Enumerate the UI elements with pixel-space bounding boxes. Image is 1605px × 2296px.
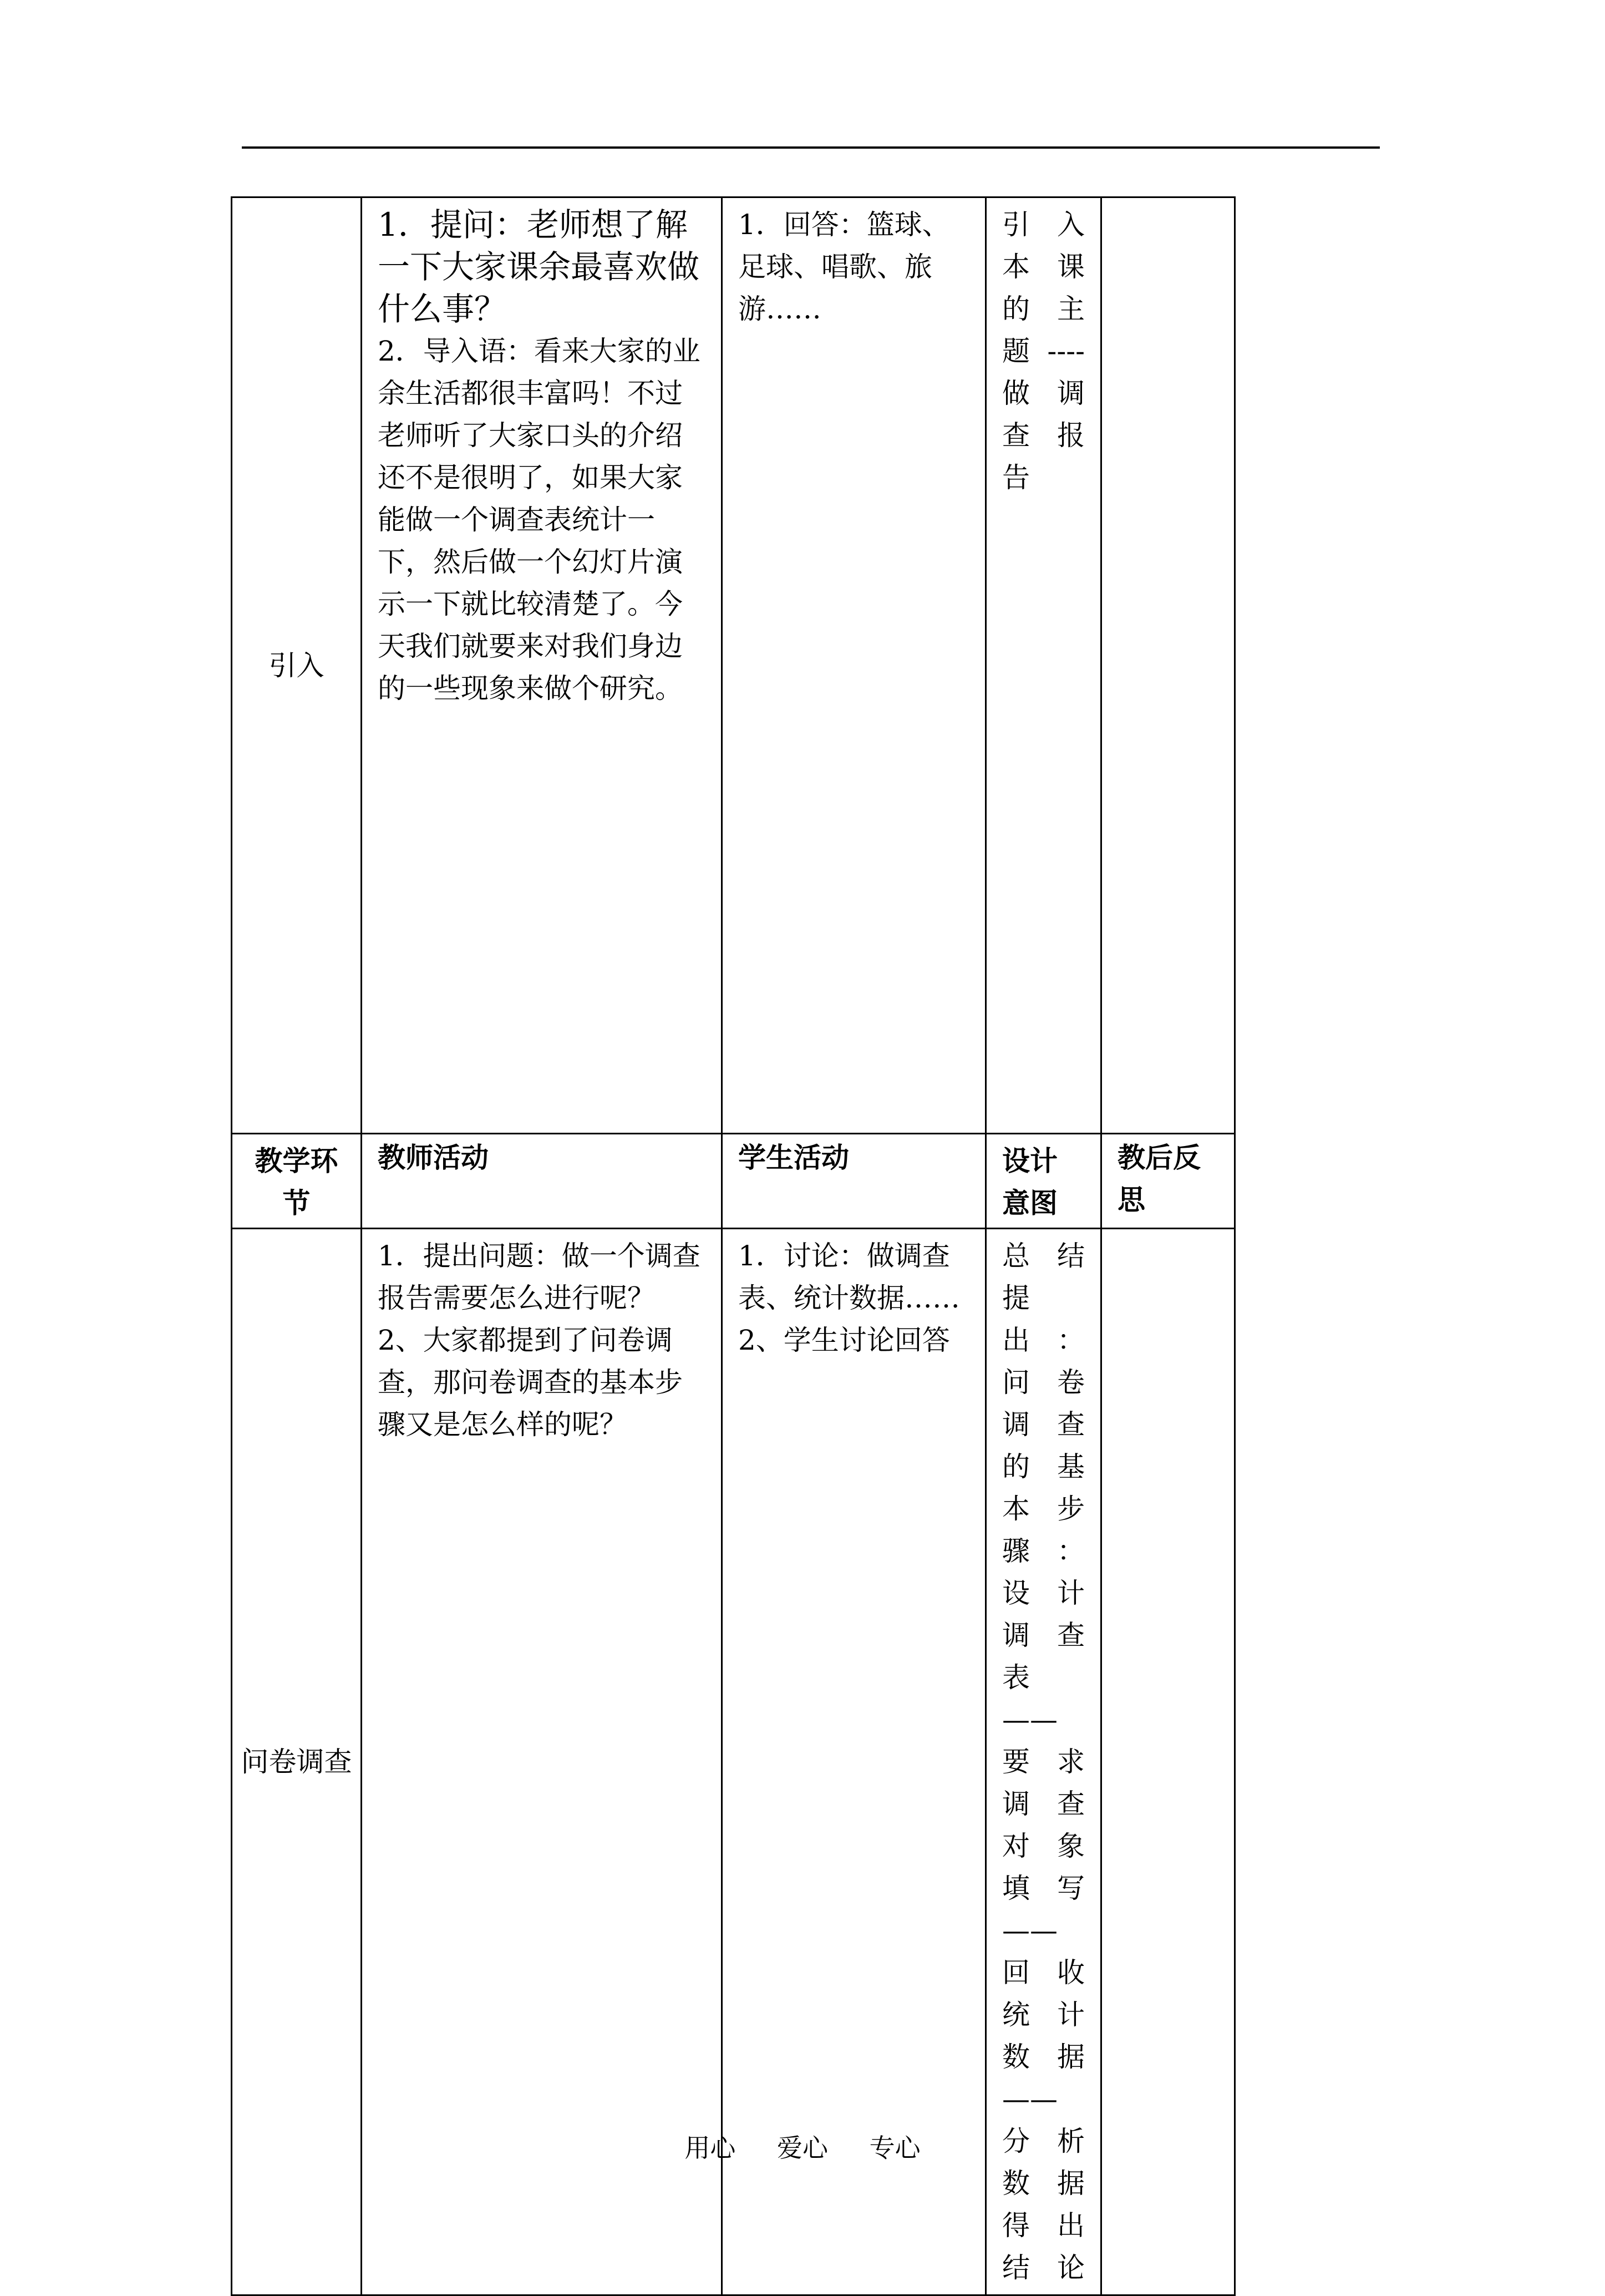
teacher-item: 2．导入语：看来大家的业余生活都很丰富吗！不过老师听了大家口头的介绍还不是很明了，如果大家能做一个调查表统计一下，然后做一个幻灯片演示一下就比较清楚了。今天我们就要来对我们身边的一些现象来做个研究。	[378, 335, 700, 704]
header-rule	[242, 146, 1380, 149]
footer-text-3: 专心	[869, 2133, 921, 2163]
stage-cell	[232, 197, 362, 1134]
header-student	[722, 1134, 986, 1229]
lesson-plan-table	[231, 196, 1236, 2296]
stage-label: 引入	[268, 649, 324, 682]
teacher-item: 2、大家都提到了问卷调查，那问卷调查的基本步骤又是怎么样的呢？	[378, 1324, 683, 1441]
header-student-label: 学生活动	[738, 1141, 849, 1174]
header-reflection	[1101, 1134, 1235, 1229]
header-reflection-label: 教后反思	[1118, 1141, 1201, 1216]
intent-text: 总结提出：问卷调查的基本步骤：设计调查表——要求调查对象填写——回收统计数据——分析数据得出结论	[1002, 1240, 1085, 2284]
header-teacher	[362, 1134, 722, 1229]
intent-text: 引入本课的主题----做调查报告	[1002, 209, 1085, 494]
page-footer	[0, 2128, 1605, 2165]
teacher-activity-cell	[362, 197, 722, 1134]
student-activity-cell	[722, 197, 986, 1134]
student-item: 1．回答：篮球、足球、唱歌、旅游……	[738, 209, 950, 325]
design-intent-cell	[986, 197, 1101, 1134]
teacher-item: 1．提问：老师想了解一下大家课余最喜欢做什么事？	[378, 206, 700, 328]
header-intent	[986, 1134, 1101, 1229]
header-teacher-label: 教师活动	[378, 1141, 489, 1174]
table-row-intro	[232, 197, 1235, 1134]
stage-label: 问卷调查	[241, 1746, 352, 1778]
teacher-item: 1．提出问题：做一个调查报告需要怎么进行呢？	[378, 1240, 700, 1314]
footer-text-2: 爱心	[777, 2133, 828, 2163]
student-item: 2、学生讨论回答	[738, 1324, 950, 1356]
header-intent-label: 设计意图	[1002, 1144, 1058, 1219]
student-item: 1．讨论：做调查表、统计数据……	[738, 1240, 960, 1314]
header-stage-label: 教学环节	[255, 1144, 338, 1219]
table-header-row	[232, 1134, 1235, 1229]
reflection-cell	[1101, 197, 1235, 1134]
footer-text-1: 用心	[684, 2133, 736, 2163]
header-stage	[232, 1134, 362, 1229]
